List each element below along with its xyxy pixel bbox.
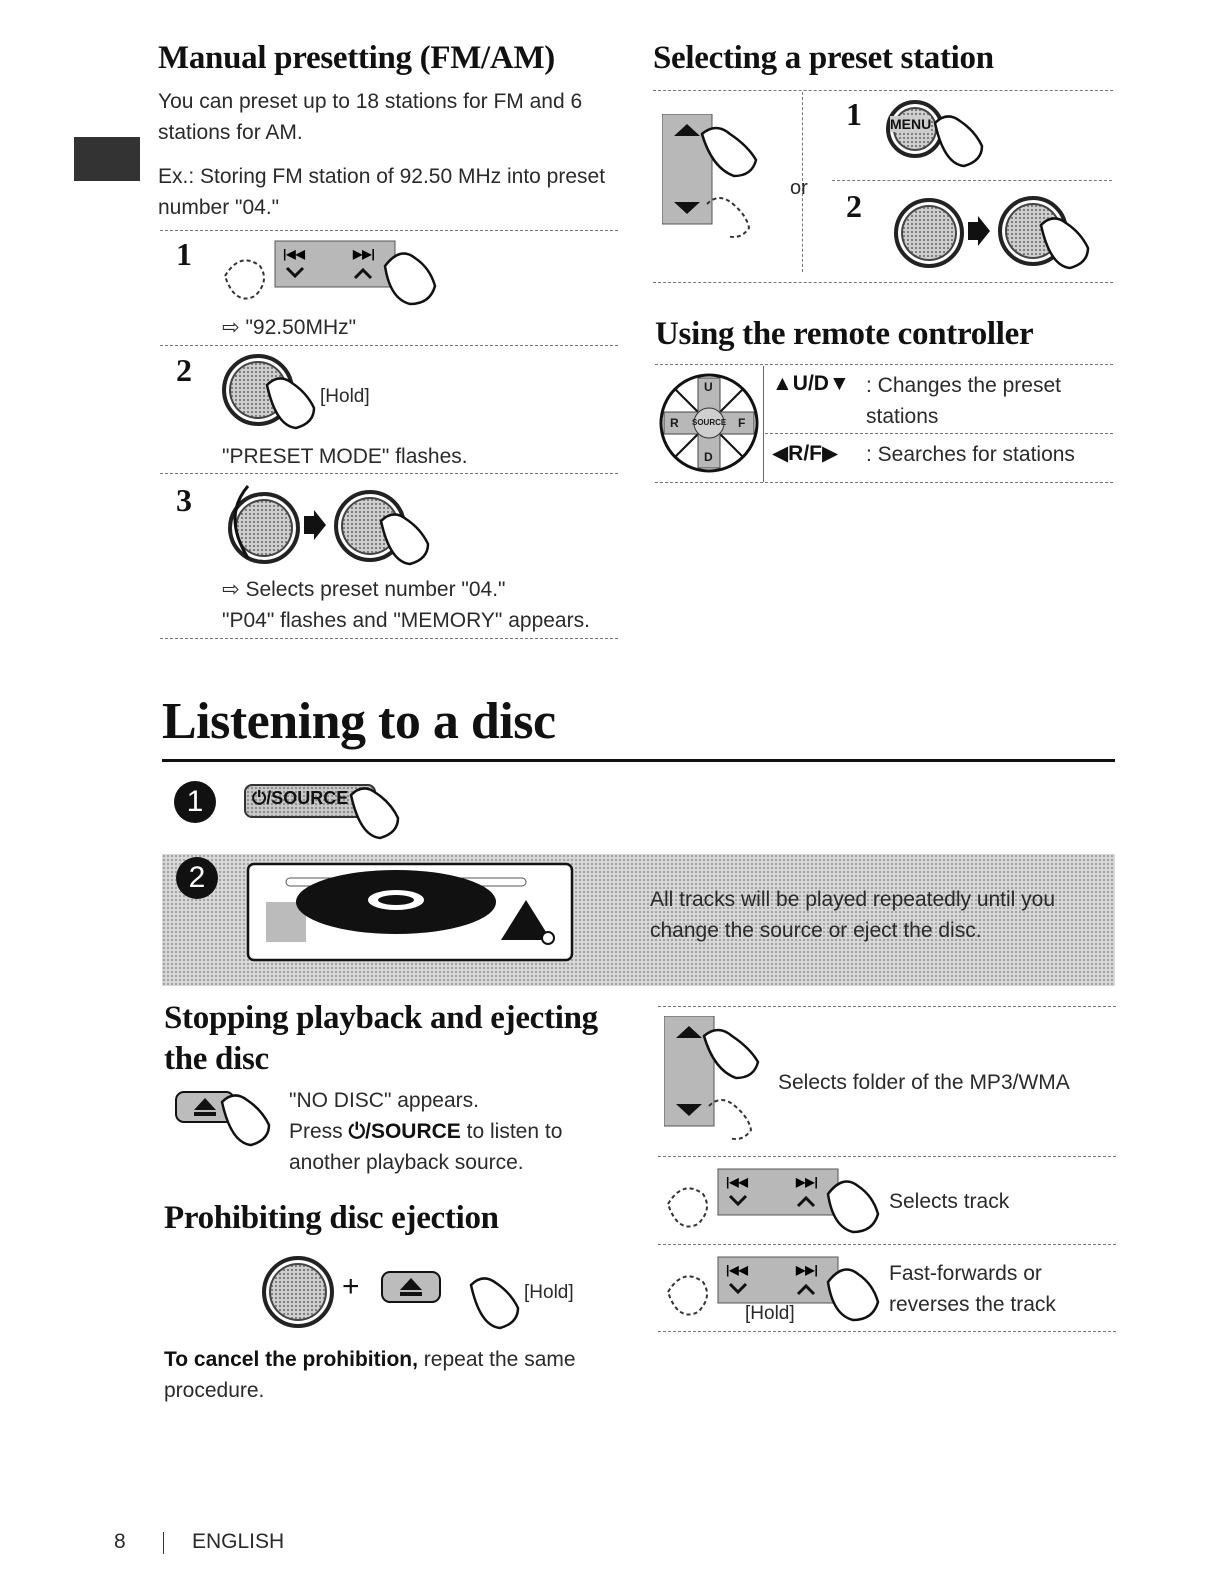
stopping-line3: another playback source.: [289, 1151, 524, 1174]
divider: [658, 1006, 1116, 1007]
arrow-icon: ⇨: [222, 578, 240, 601]
up-down-button-icon: [664, 1016, 774, 1146]
remote-pad-up: U: [704, 380, 713, 394]
divider: [832, 180, 1112, 181]
divider: [658, 1331, 1116, 1332]
page-number: 8: [114, 1530, 126, 1553]
hold-label: [Hold]: [524, 1282, 574, 1303]
hand-press-icon: [1036, 210, 1100, 274]
manual-presetting-intro: You can preset up to 18 stations for FM and 6 stations for AM.: [158, 90, 583, 144]
remote-pad-left: R: [670, 416, 679, 430]
stopping-title-line1: Stopping playback and ejecting: [164, 1000, 598, 1036]
step1-result-text: "92.50MHz": [245, 316, 357, 339]
step3-result-line2: "P04" flashes and "MEMORY" appears.: [222, 609, 590, 632]
stopping-line2-pre: Press: [289, 1120, 349, 1143]
step1-result: [222, 312, 356, 343]
or-label: or: [790, 177, 808, 199]
hand-press-icon: [346, 780, 410, 840]
cancel-bold: To cancel the prohibition,: [164, 1348, 418, 1371]
step-number: 2: [846, 188, 862, 224]
stopping-title-line2: the disc: [164, 1041, 269, 1077]
ff-desc-line1: Fast-forwards or: [889, 1262, 1042, 1285]
hold-label: [Hold]: [745, 1303, 795, 1324]
ff-desc-line2: reverses the track: [889, 1293, 1056, 1316]
skip-buttons-press-icon: [658, 1164, 883, 1234]
divider-vertical: [763, 366, 764, 482]
next-arrow-icon: [300, 508, 328, 542]
control-dial-icon: [262, 1256, 334, 1328]
skip-buttons-press-icon: [215, 236, 440, 306]
track-desc: Selects track: [889, 1190, 1010, 1213]
divider: [658, 1244, 1116, 1245]
divider: [653, 282, 1113, 283]
remote-pad-right: F: [738, 416, 746, 430]
disc-insert-illustration: [246, 862, 576, 964]
stopping-line2-post: to listen to: [460, 1120, 563, 1143]
plus-sign: +: [342, 1270, 360, 1303]
repeat-note: All tracks will be played repeatedly until you change the source or eject the disc.: [650, 888, 1056, 942]
hand-press-icon: [376, 506, 436, 566]
cancel-prohibition: [164, 1344, 614, 1406]
up-down-button-icon: [662, 114, 772, 244]
svg-text:▶▶|: ▶▶|: [796, 1263, 818, 1277]
footer-language: ENGLISH: [192, 1530, 285, 1553]
step-number: 2: [176, 352, 192, 388]
step-number: 1: [176, 236, 192, 272]
step-badge: 1: [174, 781, 216, 823]
svg-text:|◀◀: |◀◀: [283, 247, 305, 261]
menu-button-label: MENU: [890, 116, 932, 132]
rotate-arrow-icon: [220, 482, 260, 562]
next-arrow-icon: [964, 214, 992, 248]
divider: [658, 1156, 1116, 1157]
source-key-label: ⏻/SOURCE: [348, 1120, 461, 1143]
divider: [160, 638, 618, 639]
remote-row2-desc: : Searches for stations: [866, 443, 1075, 466]
divider: [655, 482, 1113, 483]
svg-text:|◀◀: |◀◀: [726, 1263, 748, 1277]
divider: [160, 345, 618, 346]
remote-pad-down: D: [704, 450, 713, 464]
hold-label: [Hold]: [320, 386, 370, 407]
divider: [160, 473, 618, 474]
listening-title: Listening to a disc: [162, 693, 556, 750]
selecting-preset-title: Selecting a preset station: [653, 40, 994, 76]
hand-press-icon: [930, 108, 994, 172]
section-marker: [74, 137, 140, 181]
manual-presetting-example: Ex.: Storing FM station of 92.50 MHz into preset number "04.": [158, 165, 606, 219]
stopping-line1: "NO DISC" appears.: [289, 1089, 479, 1112]
stopping-line2: [289, 1116, 562, 1147]
prohibiting-title: Prohibiting disc ejection: [164, 1200, 499, 1236]
remote-row1-key: ▲U/D▼: [772, 372, 850, 395]
folder-desc: Selects folder of the MP3/WMA: [778, 1071, 1070, 1094]
control-dial-turn-icon: [894, 198, 964, 268]
remote-pad-center: SOURCE: [692, 418, 727, 427]
divider: [655, 364, 1113, 365]
step3-result-text: Selects preset number "04.": [245, 578, 506, 601]
step2-result: "PRESET MODE" flashes.: [222, 445, 468, 468]
hand-press-icon: [262, 370, 322, 430]
hand-press-icon: [466, 1270, 530, 1330]
svg-text:▶▶|: ▶▶|: [353, 247, 375, 261]
step-badge: 2: [176, 857, 218, 899]
step-number: 1: [846, 96, 862, 132]
divider: [765, 433, 1113, 434]
cancel-rest: repeat the same procedure.: [164, 1348, 576, 1402]
section-rule: [162, 759, 1115, 762]
divider: [160, 230, 618, 231]
svg-text:|◀◀: |◀◀: [726, 1175, 748, 1189]
step3-result-line1: [222, 574, 506, 605]
remote-title: Using the remote controller: [655, 316, 1034, 352]
remote-row1-desc: : Changes the preset stations: [866, 374, 1061, 428]
svg-text:▶▶|: ▶▶|: [796, 1175, 818, 1189]
eject-button-icon: [174, 1088, 284, 1148]
step-number: 3: [176, 482, 192, 518]
eject-button-icon: [380, 1270, 444, 1306]
divider: [653, 90, 1113, 91]
source-button-label: ⏻/SOURCE: [252, 788, 349, 808]
manual-presetting-title: Manual presetting (FM/AM): [158, 40, 555, 76]
footer-separator: [163, 1532, 164, 1554]
arrow-icon: ⇨: [222, 316, 240, 339]
remote-row2-key: ◀R/F▶: [772, 442, 839, 465]
